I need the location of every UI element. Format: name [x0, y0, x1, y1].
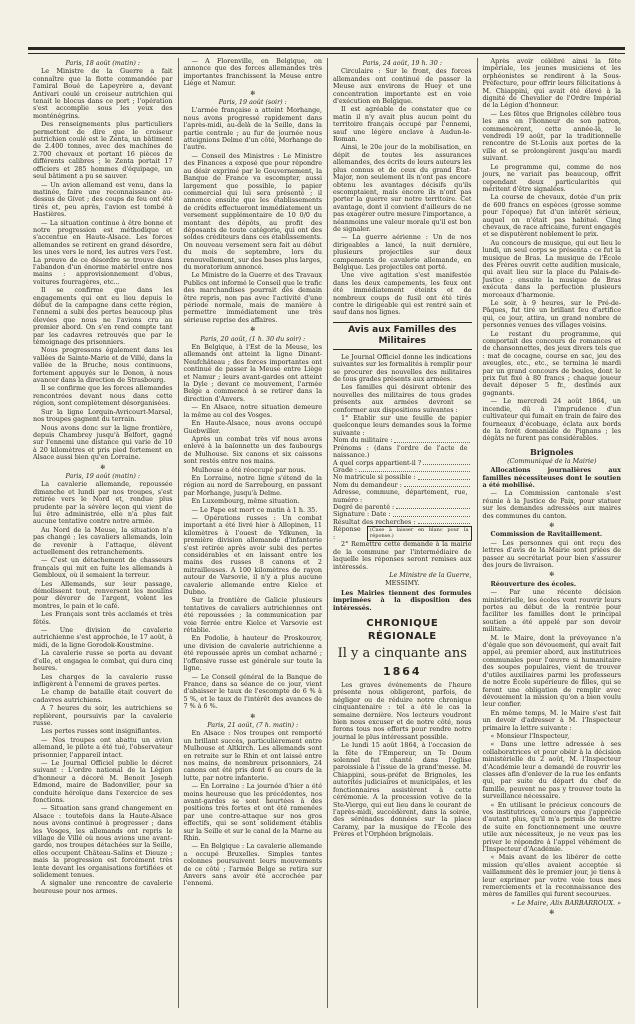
article-paragraph: Les charges de la cavalerie russe infligèrent à l'ennemi de graves pertes.: [33, 672, 173, 688]
article-paragraph: En Haute-Alsace, nous avons occupé Guebwiller.: [183, 419, 322, 435]
article-paragraph: Mulhouse a été réoccupé par nous.: [191, 465, 306, 474]
form-line: [333, 445, 472, 460]
article-paragraph: Sur la frontière de Galicie plusieurs tentatives de cavaliers autrichiennes ont été repoussées ; la communication par voie ferrée entre Kielce et Varsovie est rétablie.: [183, 596, 322, 635]
form-label: A quel corps appartient-il ?: [333, 458, 422, 467]
article-paragraph: — En Lorraine : La journée d'hier a été moins heureuse que les précédentes, nos avant-gardes se sont heurtées à des positions très fortes et ont été ramenées par une contre-attaque sur nos gros effectifs, qui se sont solidement établis sur la Seille et sur le canal de la Marne au Rhin.: [183, 782, 322, 843]
article-paragraph: Après avoir célébré ainsi la fête impériale, les jeunes musiciens et les orphéonistes se rendirent à la Sous-Préfecture, pour offrir leurs félicitations à M. Chiappini, qui avait été élevé à la dignité de Chevalier de l'Ordre Impérial de la Légion d'honneur.: [482, 58, 621, 110]
article-paragraph: A signaler une rencontre de cavalerie heureuse pour nos armes.: [33, 879, 173, 895]
article-paragraph: 2° Remettre cette demande à la mairie de la commune par l'intermédiaire de laquelle les réponses seront remises aux intéressés.: [333, 540, 472, 571]
dotted-fill-line: [404, 482, 470, 487]
dateline: Paris, 24 août, 19 h. 30 :: [362, 59, 442, 67]
article-paragraph: — Une division de cavalerie autrichienne s'est approchée, le 17 août, à midi, de la ligne Gorodok-Koustmine.: [33, 626, 173, 649]
article-paragraph: Nous progressons également dans les vallées de Sainte-Marie et de Villé, dans la vallée de la Bruche, nous continuons, fortement appuyés sur le Donon, à nous avancer dans la direction de Strasbourg.: [33, 346, 173, 385]
article-paragraph: En Belgique, à l'Est de la Meuse, les allemands ont atteint la ligne Dinant-Neufchâteau ; des forces importantes ont continué de passer la Meuse entre Liège et Namur ; leurs avant-gardes ont atteint la Dyle ; devant ce mouvement, l'armée Belge a commencé à se retirer dans la direction d'Anvers.: [183, 343, 322, 403]
columns-container: [28, 58, 626, 1008]
form-label: Nom du demandeur :: [333, 480, 402, 489]
dotted-fill-line: [418, 474, 470, 479]
chronicle-title: Il y a cinquante ans: [337, 646, 467, 661]
signature-line: « Le Maire, Alix BARBARROUX. »: [511, 898, 621, 907]
article-paragraph: — Conseil des Ministres : Le Ministre des Finances a exposé que pour répondre au désir exprimé par le Gouvernement, la Banque de France va escompter, aussi largement que possible, le papier commercial qui lui sera présenté ; il annonce ensuite que les établissements de crédits effectueront immédiatement un versement supplémentaire de 10 0/0 du montant des dépôts, au profit des déposants de toute catégorie, qui ont des soldes créditeurs dans ces établissements. On nouveau versement sera fait au début du mois de septembre, lors du renouvellement, sur des bases plus larges, du moratorium annoncé.: [183, 151, 322, 271]
form-label: Adresse, commune, département, rue, numéro :: [333, 488, 468, 504]
article-paragraph: — Nos troupes ont abattu un avion allemand, le pilote a été tué, l'observateur prisonnier, l'appareil intact.: [33, 735, 173, 759]
town-heading: Brignoles: [530, 446, 574, 457]
section-separator: ✻: [250, 326, 256, 334]
article-paragraph: — A Florenville, en Belgique, on annonce que des forces allemandes très importantes franchissent la Meuse entre Liège et Namur.: [183, 58, 322, 88]
article-paragraph: Les Français sont très acclamés et très fêtés.: [33, 610, 173, 626]
column-1: [28, 58, 178, 1008]
article-paragraph: Au concours de musique, qui eut lieu le lundi, un seul corps se présenta : ce fut la musique de Bras. La musique de l'École des Frères ouvrit cette audition musicale, qui avait lieu sur la place du Palais-de-Justice ; ensuite la musique de Bras exécuta dans la perfection plusieurs morceaux d'harmonie.: [482, 238, 621, 299]
response-box-note: (Case à laisser en blanc pour la réponse.): [367, 526, 472, 541]
article-paragraph: En Podolie, à hauteur de Proskourov, une division de cavalerie autrichienne a été repoussée après un combat acharné ; l'offensive russe est générale sur toute la ligne.: [183, 634, 322, 673]
article-paragraph: Le Ministre de la Guerre et des Travaux Publics ont informé le Conseil que le trafic des marchandises pourrait dès demain être repris, non pas avec l'activité d'une période normale, mais de manière à permettre immédiatement une très sérieuse reprise des affaires.: [183, 271, 322, 324]
article-paragraph: 1° Etablir sur une feuille de papier quelconque leurs demandes sous la forme suivante :: [333, 414, 472, 437]
signature-line: Le Ministre de la Guerre,: [389, 570, 472, 579]
bold-notice: Allocations journalières aux familles nécessiteuses dont le soutien a été mobilisé.: [482, 466, 621, 489]
article-paragraph: La cavalerie allemande, repoussée dimanche et lundi par nos troupes, s'est retirée vers le Nord et, rendue plus prudente par la sévère leçon qui vient de lui être administrée, elle n'a plus fait aucune tentative contre notre armée.: [33, 480, 173, 526]
bold-notice: Réouverture des écoles.: [490, 579, 577, 588]
article-paragraph: — Le Conseil général de la Banque de France, dans sa séance de ce jour, vient d'abaisser le taux de l'escompte de 6 % à 5 %, et le taux de l'intérêt des avances de 7 % à 6 %.: [183, 672, 322, 711]
form-label: Degré de parenté :: [333, 502, 395, 511]
article-paragraph: — Par une récente décision ministérielle, les écoles vont rouvrir leurs portes au début de la rentrée pour faciliter les familles dont le principal soutien a été appelé par son devoir militaire.: [482, 588, 621, 634]
article-paragraph: « En utilisant le précieux concours de vos institutrices, concours que j'apprécie d'autant plus, qu'il m'a permis de mettre de suite en fonctionnement une œuvre utile aux nécessiteux, je ne veux pas les priver le répondre à l'appel véhément de l'Inspecteur d'Académie.: [482, 800, 621, 854]
article-paragraph: Des renseignements plus particuliers permettent de dire que le croiseur autrichien coulé est le Zenta, un bâtiment de 2.400 tonnes, avec des machines de 2.700 chevaux et portant 16 pièces de différents calibres ; le Zenta portait 17 officiers et 285 hommes d'équipage, un seul bâtiment a pu se sauver.: [33, 120, 173, 181]
article-paragraph: — La situation continue à être bonne et notre progression est méthodique et s'accentue en Haute-Alsace. Les forces allemandes se retirent en grand désordre, les unes vers le nord, les autres vers l'est. La preuve de ce désordre se trouve dans l'abandon d'un énorme matériel entre nos mains : approvisionnement d'obus, voitures fourragères, etc...: [33, 218, 173, 286]
section-separator: ✻: [250, 712, 256, 720]
article-paragraph: — La Commission cantonale s'est réunie à la Justice de Paix, pour statuer sur les demandes adressées aux maires des communes du canton.: [482, 489, 621, 520]
form-label: Réponse :: [333, 525, 361, 541]
article-paragraph: Les familles qui désirent obtenir des nouvelles des militaires de tous grades présents aux armées devront se conformer aux dispositions suivantes :: [333, 383, 472, 414]
article-paragraph: — Situation sans grand changement en Alsace : toutefois dans la Haute-Alsace nous avons continué à progresser ; dans les Vosges, les allemands ont repris le village de Villé où nous avions une avant-garde, nos troupes détachées sur la Seille, elles occupent Château-Salins et Dieuze ; mais la progression est forcément très lente devant les organisations fortifiées et solidement tenues.: [33, 804, 173, 880]
article-paragraph: M. le Maire, dont la prévoyance n'a d'égale que son dévouement, qui avait fait appel, au premier abord, aux institutrices communales pour l'œuvre si humanitaire des soupes populaires, vient de trouver d'utiles auxiliaires parmi les professeurs de notre École supérieure de filles, qui se feront une obligation de remplir avec dévouement la mission qu'on a bien voulu leur confier.: [482, 633, 621, 709]
article-paragraph: — Un avion allemand est venu, dans la matinée, faire une reconnaissance au-dessus de Givet ; des coups de feu ont été tirés et, peu après, l'avion est tombé à Hastières.: [33, 180, 173, 219]
article-paragraph: — Le Journal Officiel publie le décret suivant : L'ordre national de la Légion d'honneur a décoré M. Benoit Joseph Edmond, maire de Badonviller, pour sa conduite héroïque dans l'exercice de ses fonctions.: [33, 758, 173, 804]
article-paragraph: En Lorraine, notre ligne s'étend de la région au nord de Sarrebourg, en passant par Morhange, jusqu'à Delme.: [183, 473, 322, 497]
section-separator: ✻: [250, 89, 256, 97]
dateline: Paris, 18 août (matin) :: [65, 59, 141, 67]
article-paragraph: Nous avons donc sur la ligne frontière, depuis Chambrey jusqu'à Belfort, gagné sur l'ennemi une distance qui varie de 10 à 20 kilomètres et pris pied fortement en Alsace aussi bien qu'en Lorraine.: [33, 423, 173, 462]
article-paragraph: « Dans une lettre adressée à ses collaboratrices et pour obéir à la décision ministérielle du 2 août, M. l'Inspecteur d'Académie leur a demandé de rouvrir les classes afin d'enlever de la rue les enfants qui, par suite du départ du chef de famille, peuvent ne pas y trouver toute la surveillance nécessaire.: [482, 740, 621, 801]
signature-name: MESSIMY.: [385, 579, 420, 588]
column-4: [477, 58, 627, 1008]
article-paragraph: Les Allemands, sur leur passage, démolissent tout, renversent les moulins pour dévorer de l'argent, volent les montres, le pain et le café.: [33, 579, 173, 610]
dateline: Paris, 21 août, (7 h. matin) :: [207, 720, 299, 729]
article-paragraph: Ainsi, le 20e jour de la mobilisation, en dépit de toutes les assurances allemandes, des écrits de leurs auteurs les plus connus et de ceux du grand État-Major, non seulement ils n'ont pas encore obtenu les avantages décisifs qu'ils escomptaient, mais encore ils n'ont pas porter la guerre sur notre territoire. Cet avantage, dont il convient d'ailleurs de ne pas exagérer outre mesure l'importance, a néanmoins une valeur morale qu'il est bon de signaler.: [333, 143, 472, 233]
article-paragraph: Sur la ligne Lorquin-Avricourt-Marsal, nos troupes gagnent du terrain.: [33, 407, 173, 424]
dotted-fill-line: [394, 437, 469, 442]
section-separator: ✻: [549, 909, 555, 917]
article-paragraph: — Opérations russes : Un combat important a été livré hier à Allopinen, 11 kilomètres à l'ouest de Ydkunen, la première division allemande d'infanterie s'est retirée après avoir subi des pertes considérables et en laissant entre les mains des russes 8 canons et 2 mitrailleuses. A 100 kilomètres de rayon autour de Varsovie, il n'y a plus aucune cavalerie allemande entre Kielce et Dubno.: [183, 513, 322, 597]
article-paragraph: Le soir, à 9 heures, sur le Pré-de-Pâques, fut tiré un brillant feu d'artifice qui, ce jour, attira, un grand nombre de personnes venues des villages voisins.: [482, 299, 621, 330]
dotted-fill-line: [359, 467, 469, 472]
article-paragraph: Au Nord de la Meuse, la situation n'a pas changé ; les cavaliers allemands, loin de revenir à l'attaque, élèvent actuellement des retranchements.: [33, 525, 173, 556]
form-line: [333, 489, 472, 504]
article-paragraph: — Le mercredi 24 août 1864, un incendie, dû à l'imprudence d'un cultivateur qui fumait en train de faire des fourneaux d'écobuage, éclata aux bords de la forêt domaniale de Pignans ; les dégâts ne furent pas considérables.: [482, 397, 621, 443]
dotted-fill-line: [418, 519, 470, 524]
chronicle-heading: CHRONIQUE RÉGIONALE: [366, 618, 439, 642]
article-paragraph: L'armée française a atteint Morhange, nous avons progressé rapidement dans l'après-midi, au-delà de la Seille, dans la partie centrale ; au fur de journée nous atteignions Delme d'un côté, Morhange de l'autre.: [183, 106, 322, 152]
article-paragraph: La cavalerie russe se porta au devant d'elle, et engagea le combat, qui dura cinq heures.: [33, 649, 173, 673]
article-paragraph: — C'est un détachement de chasseurs français qui mit en fuite les allemands à Gembloux, où il semaient la terreur.: [33, 556, 173, 580]
form-label: Grade :: [333, 465, 358, 474]
article-paragraph: Les graves événements de l'heure présente nous obligeront, parfois, de négliger ou de réduire notre chronique cinquantenaire : tel a été le cas la semaine dernière. Nos lecteurs voudront bien nous excuser et de notre côté, nous ferons tous nos efforts pour rendre notre journal le plus intéressant possible.: [333, 681, 472, 741]
article-paragraph: — Le Pape est mort ce matin à 1 h. 35.: [191, 505, 318, 514]
section-heading: Avis aux Familles des Militaires: [333, 322, 472, 350]
top-rule: [28, 47, 625, 50]
article-paragraph: Il se confirme que les forces allemandes rencontrées devant nous dans cette région, sont complètement désorganisées.: [33, 384, 173, 408]
dotted-fill-line: [423, 460, 469, 465]
article-paragraph: Le champ de bataille était couvert de cadavres autrichiens.: [33, 688, 173, 704]
article-paragraph: — Les fêtes que Brignoles célèbre tous les ans en l'honneur de son patron, commencèrent, cette année-là, le vendredi 19 août, par la traditionnelle rencontre de St-Louis aux portes de la ville et se prolongèrent jusqu'au mardi suivant.: [482, 109, 621, 163]
article-paragraph: Il est agréable de constater que ce matin il n'y avait plus aucun point du territoire français occupé par l'ennemi, sauf une légère enclave à Audun-le-Roman.: [333, 105, 472, 144]
dateline: Paris, 19 août (matin) :: [65, 471, 141, 480]
form-label: Signature : Date :: [333, 510, 391, 519]
article-paragraph: Une vive agitation s'est manifestée dans les deux campements, les feux ont été immédiatement éteints et de nombreux coups de fusil ont été tirés contre le dirigeable qui est rentré sain et sauf dans nos lignes.: [333, 271, 472, 317]
article-paragraph: Le Ministre de la Guerre a fait connaître que la flotte commandée par l'amiral Boué de Lapeyrère a, devant Antivari coulé un croiseur autrichien qui tenait le blocus dans ce port ; l'opération s'est accomplie sous les yeux des monténégrins.: [33, 67, 173, 120]
article-paragraph: — En Belgique : La cavalerie allemande a occupé Bruxelles. Simples tantes colonnes poursuivent leurs mouvements de ce côté ; l'armée Belge se retira sur Anvers sans avoir été accrochée par l'ennemi.: [183, 842, 322, 888]
article-paragraph: « Mais avant de les libérer de cette mission qu'elles avaient acceptée si vaillamment dès le premier jour, je tiens à leur exprimer par votre voie tous mes remerciements et la reconnaissance des mères de familles qui furent secourues.: [482, 853, 621, 899]
dateline: Paris, 20 août, (1 h. 30 du soir) :: [200, 334, 306, 343]
column-3: [327, 58, 477, 1008]
town-subheading: (Communiqué de la Mairie): [507, 456, 597, 465]
form-label: Résultat des recherches :: [333, 517, 416, 526]
article-paragraph: — La guerre aérienne : Un de nos dirigeables a lancé, la nuit dernière, plusieurs projectiles sur deux campements de cavalerie allemande, en Belgique. Les projectiles ont porté.: [333, 233, 472, 271]
bold-notice: Les Mairies tiennent des formules imprimées à la disposition des intéressés.: [333, 588, 472, 612]
article-paragraph: Le Journal Officiel donne les indications suivantes sur les formalités à remplir pour se procurer des nouvelles des militaires de tous grades présents aux armées.: [333, 352, 472, 384]
column-2: [178, 58, 328, 1008]
article-paragraph: — Les personnes qui ont reçu des lettres d'avis de la Mairie sont priées de passer au secrétariat pour bien s'assurer des jours de livraison.: [482, 538, 621, 569]
dateline: Paris, 19 août (soir) :: [218, 98, 287, 107]
bold-notice: Commission de Ravitaillement.: [490, 530, 603, 539]
article-paragraph: Le lundi 15 août 1864, à l'occasion de la fête de l'Empereur, un Te Deum solennel fut chanté dans l'église paroissiale à l'issue de la grand'messe. M. Chiappini, sous-préfet de Brignoles, les autorités judiciaires et municipales, et les fonctionnaires assistèrent à cette cérémonie. A la procession votive de la Ste-Vierge, qui eut lieu dans le courant de l'après-midi, succédèrent, dans la soirée, des sérénades données sur la place Caramy, par la musique de l'Ecole des Frères et l'Orphéon brignolais.: [333, 741, 472, 839]
dotted-fill-line: [393, 511, 470, 516]
form-label: Prénoms : (dans l'ordre de l'acte de naissance.): [333, 443, 468, 460]
article-paragraph: — En Alsace, notre situation demeure la même au col des Vosges.: [183, 403, 322, 419]
dotted-fill-line: [396, 504, 469, 509]
article-paragraph: En Luxembourg, même situation.: [191, 497, 300, 506]
article-paragraph: Circulaire : Sur le front, des forces allemandes ont continué de passer la Meuse aux environs de Huey et une concentration importante est en voie d'exécution en Belgique.: [333, 67, 472, 106]
article-paragraph: Le programme qui, comme de nos jours, ne variait pas beaucoup, offrit cependant deux particularités qui méritent d'être signalées.: [482, 162, 621, 193]
article-paragraph: Après un combat très vif nous avons enlevé à la baïonnette un des faubourgs de Mulhouse. Six canons et six caissons sont restés entre nos mains.: [183, 434, 322, 466]
article-paragraph: En Alsace : Nos troupes ont remporté un brillant succès, particulièrement entre Mulhouse et Altkirch. Les allemands sont en retraite sur le Rhin et ont laissé entre nos mains, de nombreux prisonniers, 24 canons ont été pris dont 6 au cours de la lutte, par notre infanterie.: [183, 729, 322, 782]
section-separator: ✻: [549, 571, 555, 579]
section-separator: ✻: [549, 521, 555, 529]
article-paragraph: Le restant du programme, qui comportait des concours de romances et de chansonnettes, des jeux divers tels que : mat de cocagne, course en sac, jeu des aveugles, etc., etc., se termina le mardi par un grand concours de boules, dont le prix fut fixé à 80 francs ; chaque joueur devait déposer 5 fr., destinés aux gagnants.: [482, 329, 621, 397]
top-rule-thin: [28, 53, 625, 54]
section-separator: ✻: [100, 463, 106, 471]
form-label: Nom du militaire :: [333, 436, 393, 445]
article-paragraph: Il se confirme que dans les engagements qui ont eu lieu depuis le début de la campagne dans cette région, l'ennemi a subi des pertes beaucoup plus élevées que nous ne l'avions cru au premier abord. On s'en rend compte tant par les cadavres retrouvés que par le témoignage des prisonniers.: [33, 286, 173, 347]
chronicle-year: 1864: [382, 665, 422, 678]
form-label: No matricule si possible :: [333, 473, 416, 482]
article-paragraph: A 7 heures du soir, les autrichiens se replièrent, poursuivis par la cavalerie russe.: [33, 704, 173, 727]
article-paragraph: Les pertes russes sont insignifiantes.: [41, 727, 162, 736]
article-paragraph: La course de chevaux, dotée d'un prix de 600 francs en espèces (grosse somme pour l'époque) fut d'un intérêt sérieux, auquel on n'était pas habitué. Cinq chevaux, de race africaine, furent engagés et se disputèrent noblement le prix.: [482, 193, 621, 239]
article-paragraph: En même temps, M. le Maire s'est fait un devoir d'adresser à M. l'Inspecteur primaire la lettre suivante :: [482, 708, 621, 732]
article-paragraph: « Monsieur l'Inspecteur,: [490, 731, 570, 740]
